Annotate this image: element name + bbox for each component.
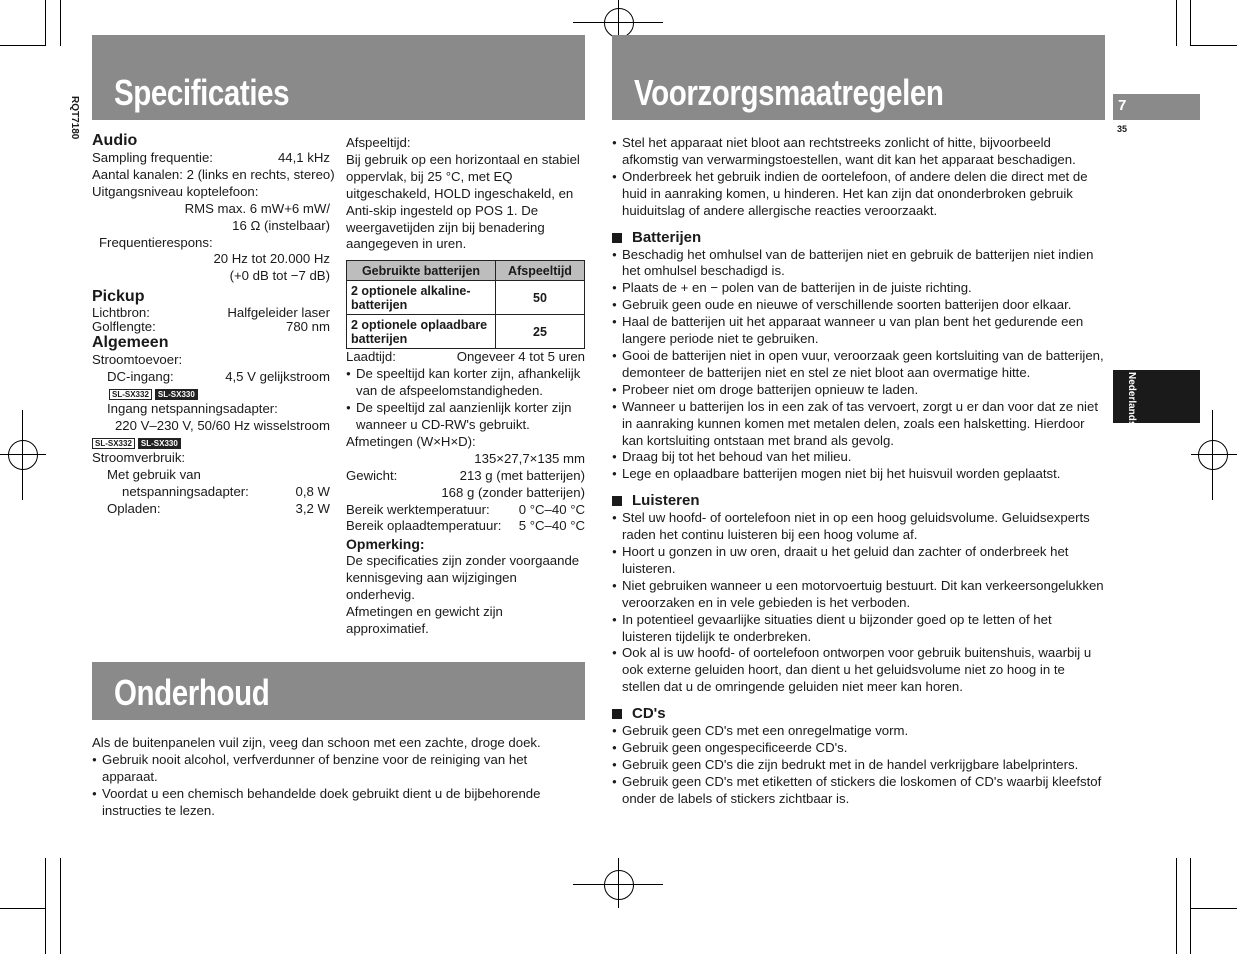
table-cell: 2 optionele oplaadbare batterijen: [347, 315, 496, 349]
crop-mark: [60, 0, 61, 46]
chtemp-label: Bereik oplaadtemperatuur:: [346, 518, 502, 534]
weight-value: 213 g (met batterijen): [459, 467, 585, 483]
table-header: Afspeeltijd: [496, 261, 585, 281]
section-header-maintenance: [92, 662, 585, 720]
list-item: ● Gebruik geen CD's die zijn bedrukt met in de handel verkrijgbare labelprinters.: [612, 757, 1104, 774]
list-item: ● Hoort u gonzen in uw oren, draait u het geluid dan zachter of onderbreek het luisteren.: [612, 544, 1104, 578]
consumption-label: Stroomverbruik:: [92, 449, 186, 465]
adapter-label: Ingang netspanningsadapter:: [107, 401, 278, 417]
registration-mark: [618, 858, 619, 908]
freq-value: (+0 dB tot −7 dB): [229, 268, 330, 284]
crop-mark: [45, 858, 46, 954]
optemp-label: Bereik werktemperatuur:: [346, 501, 490, 517]
power-label: Stroomtoevoer:: [92, 352, 183, 368]
sampling-row: [92, 150, 330, 167]
spec-column-left: [92, 132, 335, 518]
table-header-row: [347, 261, 585, 281]
listening-heading: [612, 492, 1104, 510]
listening-heading-label: Luisteren: [632, 492, 700, 510]
list-item: ● Draag bij tot het behoud van het milieu.: [612, 449, 1104, 466]
batteries-heading: [612, 229, 1104, 247]
audio-heading: Audio: [92, 132, 138, 149]
registration-mark: [1191, 454, 1237, 455]
registration-mark: [22, 410, 23, 500]
weight-value: 168 g (zonder batterijen): [441, 484, 585, 500]
list-item: ● Gebruik nooit alcohol, verfverdunner of benzine voor de reiniging van het apparaat.: [92, 752, 552, 786]
list-item: ● Niet gebruiken wanneer u een motorvoertuig bestuurt. Dit kan verkeersongelukken veroorzaken en in vele gebieden is het verboden.: [612, 578, 1104, 612]
list-item: ● Onderbreek het gebruik indien de oortelefoon, of andere delen die direct met de huid in aanraking komen, u hinderen. Het kan zijn dat ononderbroken gebruik huiduitslag of andere allergische reacties veroorzaakt.: [612, 169, 1104, 220]
wave-row: [92, 320, 330, 334]
list-item: ● Probeer niet om droge batterijen opnieuw te laden.: [612, 382, 1104, 399]
light-row: [92, 306, 330, 320]
language-tab: [1113, 370, 1200, 427]
play-label: Afspeeltijd:: [346, 135, 411, 150]
spec-column-right: [346, 135, 585, 638]
list-item: ● Ook al is uw hoofd- of oortelefoon ontworpen voor gebruik buitenshuis, waarbij u ook externe geluiden hoort, dan dient u het geluidsvolume niet zo hoog in te stellen dat u de omringende geluiden niet meer kan horen.: [612, 645, 1104, 696]
charge-time-row: [346, 349, 585, 366]
maintenance-body: [92, 735, 552, 820]
list-item: ● Gebruik geen CD's met etiketten of stickers die loskomen of CD's waarbij kleefstof onder de labels of stickers zichtbaar is.: [612, 774, 1104, 808]
crop-mark: [1191, 45, 1237, 46]
maintenance-intro: Als de buitenpanelen vuil zijn, veeg dan schoon met een zachte, droge doek.: [92, 735, 541, 750]
charge-time-label: Laadtijd:: [346, 349, 396, 365]
chtemp-value: 5 °C–40 °C: [518, 518, 585, 534]
light-value: Halfgeleider laser: [227, 305, 330, 321]
output-value: RMS max. 6 mW+6 mW/: [184, 200, 330, 216]
page-number-tab: [1113, 94, 1200, 120]
section-header-precautions: [612, 35, 1105, 120]
dim-value: 135×27,7×135 mm: [474, 450, 585, 466]
remark-heading: Opmerking:: [346, 536, 425, 553]
battery-table: [346, 260, 585, 349]
registration-mark: [1212, 410, 1213, 500]
page-number: 7: [1118, 97, 1127, 114]
dc-row: [92, 369, 330, 386]
list-item: ● Plaats de + en − polen van de batterijen in de juiste richting.: [612, 280, 1104, 297]
sampling-label: Sampling frequentie:: [92, 150, 213, 165]
list-item: ● Gooi de batterijen niet in open vuur, veroorzaak geen kortsluiting van de batterijen, demonteer de batterijen niet en stel ze niet bloot aan overmatige hitte.: [612, 348, 1104, 382]
freq-value: 20 Hz tot 20.000 Hz: [213, 251, 330, 267]
wave-label: Golflengte:: [92, 319, 156, 335]
list-item: ● Beschadig het omhulsel van de batterijen niet en gebruik de batterijen niet indien het omhulsel beschadigd is.: [612, 247, 1104, 281]
charge-row: [92, 501, 330, 518]
crop-mark: [45, 0, 46, 46]
adapter-value: 220 V–230 V, 50/60 Hz wisselstroom: [114, 417, 330, 433]
crop-mark: [0, 908, 46, 909]
list-item: ● Haal de batterijen uit het apparaat wanneer u van plan bent het gedurende een langere periode niet te gebruiken.: [612, 314, 1104, 348]
list-item: ● In potentieel gevaarlijke situaties dient u bijzonder goed op te letten of het luisteren tijdelijk te onderbreken.: [612, 612, 1104, 646]
weight-label: Gewicht:: [346, 467, 398, 483]
weight-row: [346, 468, 585, 485]
crop-mark: [1190, 0, 1191, 46]
list-item: ● De speeltijd zal aanzienlijk korter zijn wanneer u CD-RW's gebruikt.: [346, 400, 585, 434]
page-sub-number: 35: [1117, 124, 1128, 134]
table-row: [347, 281, 585, 315]
table-cell: 25: [496, 315, 585, 349]
charge-time-value: Ongeveer 4 tot 5 uren: [456, 349, 585, 365]
output-value: 16 Ω (instelbaar): [232, 217, 330, 233]
crop-mark: [1176, 0, 1177, 46]
use-row: [92, 484, 330, 501]
list-item: ● De speeltijd kan korter zijn, afhankelijk van de afspeelomstandigheden.: [346, 366, 585, 400]
use-value: 0,8 W: [295, 483, 330, 499]
crop-mark: [60, 858, 61, 954]
model-tag: SL-SX332: [92, 438, 135, 449]
general-heading: Algemeen: [92, 334, 169, 352]
table-row: [347, 315, 585, 349]
section-header-specifications: [92, 35, 585, 120]
use-label: netspanningsadapter:: [122, 483, 249, 499]
pickup-heading: Pickup: [92, 288, 145, 306]
section-title: Onderhoud: [114, 672, 270, 713]
output-label: Uitgangsniveau koptelefoon:: [92, 183, 259, 199]
model-tags: [92, 386, 330, 401]
model-tag: SL-SX332: [109, 389, 152, 400]
document-code: RQT7180: [69, 96, 80, 140]
play-description: Bij gebruik op een horizontaal en stabiel oppervlak, bij 25 °C, met EQ uitgeschakeld, HOLD ingeschakeld, en Anti-skip ingesteld op POS 1. De weergavetijden zijn bij benadering aangegeven in uren.: [346, 151, 580, 252]
sampling-value: 44,1 kHz: [277, 150, 330, 165]
batteries-heading-label: Batterijen: [632, 228, 702, 246]
crop-mark: [1191, 908, 1237, 909]
registration-mark: [8, 440, 38, 470]
crop-mark: [0, 45, 46, 46]
cds-heading-label: CD's: [632, 705, 666, 723]
registration-mark: [604, 8, 634, 38]
dim-label: Afmetingen (W×H×D):: [346, 433, 476, 449]
crop-mark: [1190, 858, 1191, 954]
list-item: ● Stel uw hoofd- of oortelefoon niet in op een hoog geluidsvolume. Geluidsexperts raden het continu luisteren bij een hoog volume af.: [612, 510, 1104, 544]
registration-mark: [604, 870, 634, 900]
list-item: ● Stel het apparaat niet bloot aan rechtstreeks zonlicht of hitte, bijvoorbeeld afkomstig van verwarmingstoestellen, want dit kan het apparaat beschadigen.: [612, 135, 1104, 169]
freq-label: Frequentierespons:: [99, 234, 213, 250]
table-cell: 2 optionele alkaline-batterijen: [347, 281, 496, 315]
list-item: ● Gebruik geen ongespecificeerde CD's.: [612, 740, 1104, 757]
page-title: Specificaties: [114, 72, 290, 113]
channels: Aantal kanalen: 2 (links en rechts, stereo): [92, 166, 335, 182]
registration-mark: [573, 22, 663, 23]
section-title: Voorzorgsmaatregelen: [634, 72, 944, 113]
language-label: Nederlands: [1126, 372, 1137, 427]
list-item: ● Gebruik geen CD's met een onregelmatige vorm.: [612, 723, 1104, 740]
dc-label: DC-ingang:: [107, 369, 174, 385]
model-tags: [92, 435, 330, 450]
use-label: Met gebruik van: [107, 466, 201, 482]
optemp-value: 0 °C–40 °C: [518, 501, 585, 517]
list-item: ● Gebruik geen oude en nieuwe of verschillende soorten batterijen door elkaar.: [612, 297, 1104, 314]
wave-value: 780 nm: [286, 319, 330, 335]
table-cell: 50: [496, 281, 585, 315]
remark: Afmetingen en gewicht zijn approximatief.: [346, 604, 503, 636]
cds-heading: [612, 705, 1104, 723]
list-item: ● Wanneer u batterijen los in een zak of tas vervoert, zorgt u er dan voor dat ze niet in aanraking kunnen komen met metalen delen, zoals een halsketting. Hierdoor kan kortsluiting ontstaan met brand als gevolg.: [612, 399, 1104, 450]
registration-mark: [0, 454, 46, 455]
list-item: ● Lege en oplaadbare batterijen mogen niet bij het huisvuil worden geplaatst.: [612, 466, 1104, 483]
light-label: Lichtbron:: [92, 305, 150, 321]
model-tag: SL-SX330: [138, 438, 181, 449]
list-item: ● Voordat u een chemisch behandelde doek gebruikt dient u de bijbehorende instructies te lezen.: [92, 786, 552, 820]
charge-value: 3,2 W: [295, 500, 330, 516]
charge-label: Opladen:: [107, 500, 161, 516]
optemp-row: [346, 502, 585, 519]
chtemp-row: [346, 518, 585, 535]
crop-mark: [1176, 858, 1177, 954]
table-header: Gebruikte batterijen: [347, 261, 496, 281]
precautions-body: [612, 135, 1104, 808]
registration-mark: [1198, 440, 1228, 470]
registration-mark: [573, 884, 663, 885]
square-bullet-icon: [612, 496, 622, 506]
model-tag: SL-SX330: [155, 389, 198, 400]
remark: De specificaties zijn zonder voorgaande kennisgeving aan wijzigingen onderhevig.: [346, 553, 580, 603]
square-bullet-icon: [612, 233, 622, 243]
square-bullet-icon: [612, 709, 622, 719]
dc-value: 4,5 V gelijkstroom: [225, 369, 330, 385]
